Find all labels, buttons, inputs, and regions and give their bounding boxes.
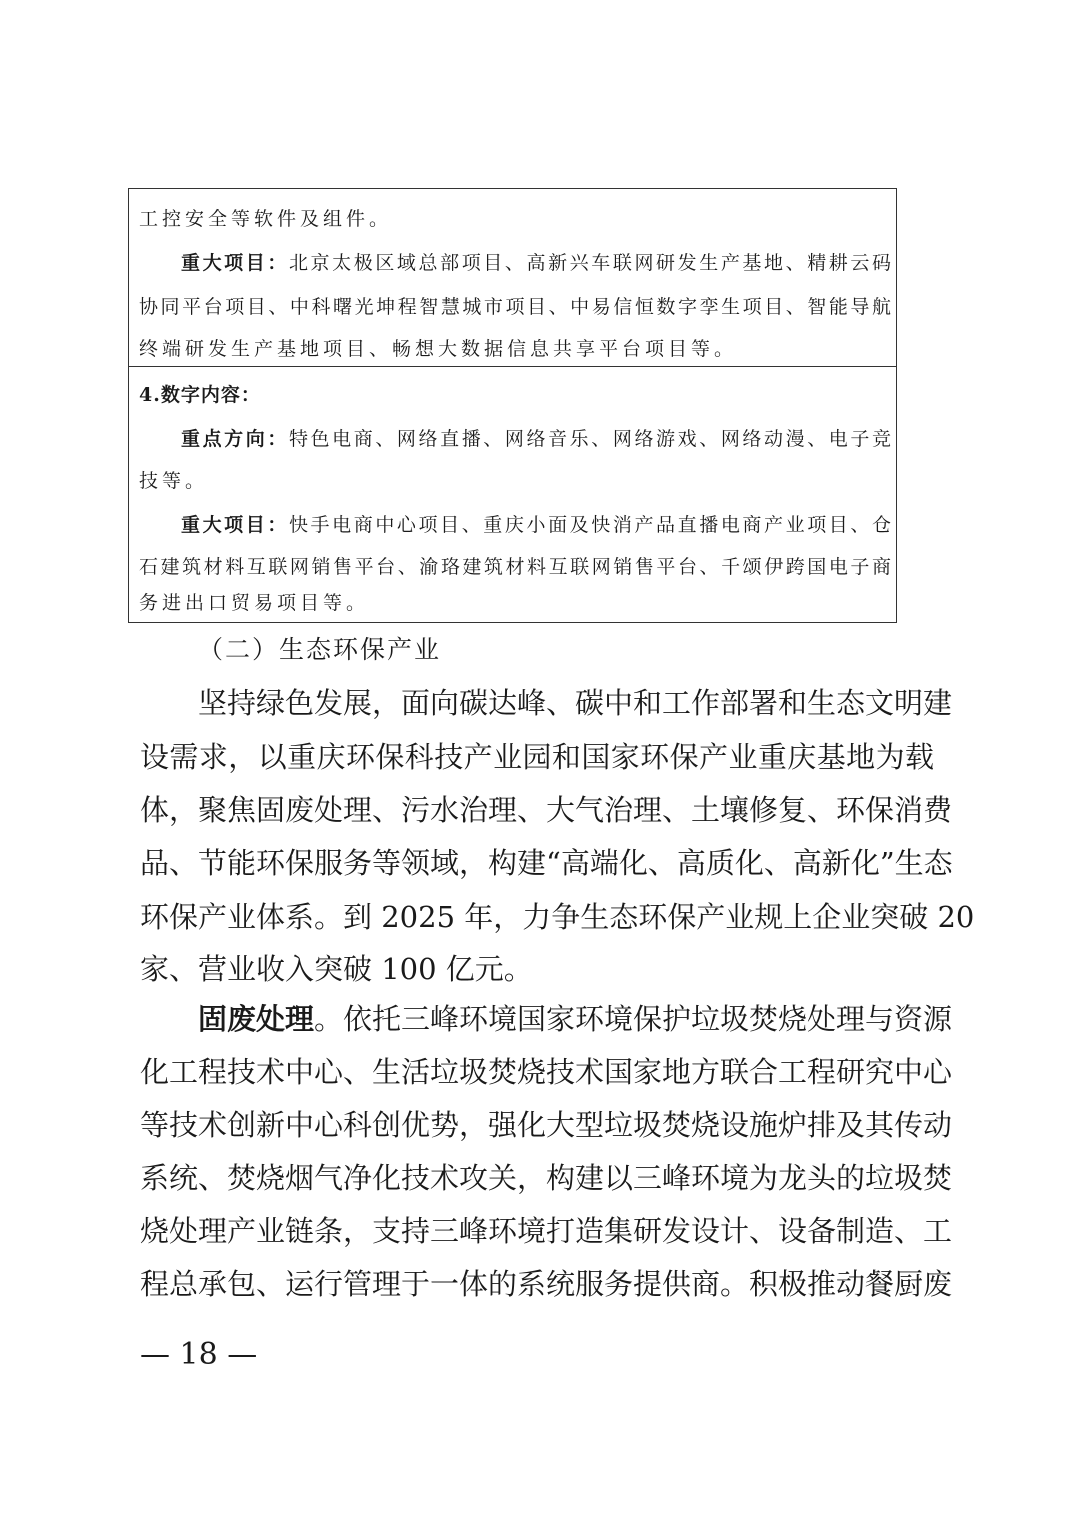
table-line: 终端研发生产基地项目、畅想大数据信息共享平台项目等。 bbox=[139, 338, 738, 360]
paragraph-line: 等技术创新中心科创优势，强化大型垃圾焚烧设施炉排及其传动 bbox=[140, 1108, 953, 1142]
table-text: 北京太极区域总部项目、高新兴车联网研发生产基地、精耕云码 bbox=[288, 252, 891, 274]
bold-label: 固废处理 bbox=[198, 1002, 315, 1036]
table-line: 务进出口贸易项目等。 bbox=[139, 592, 370, 614]
table-divider bbox=[129, 366, 896, 367]
paragraph-line: 家、营业收入突破 100 亿元。 bbox=[140, 952, 533, 986]
section-title: 4.数字内容： bbox=[139, 384, 261, 406]
table-line bbox=[139, 417, 891, 461]
paragraph-line: 设需求，以重庆环保科技产业园和国家环保产业重庆基地为载 bbox=[140, 740, 934, 774]
paragraph-line: 体，聚焦固废处理、污水治理、大气治理、土壤修复、环保消费 bbox=[140, 793, 953, 827]
paragraph-line: 环保产业体系。到 2025 年，力争生态环保产业规上企业突破 20 bbox=[140, 900, 975, 934]
bold-label: 重大项目： bbox=[181, 252, 289, 274]
table-text: 特色电商、网络直播、网络音乐、网络游戏、网络动漫、电子竞 bbox=[288, 428, 891, 450]
table-line bbox=[139, 241, 891, 285]
section-heading: （二）生态环保产业 bbox=[198, 635, 442, 664]
table-line: 工控安全等软件及组件。 bbox=[139, 208, 393, 230]
paragraph-line: 坚持绿色发展，面向碳达峰、碳中和工作部署和生态文明建 bbox=[198, 686, 953, 720]
bold-label: 重点方向： bbox=[181, 428, 289, 450]
paragraph-line: 程总承包、运行管理于一体的系统服务提供商。积极推动餐厨废 bbox=[140, 1267, 953, 1301]
paragraph-line: 化工程技术中心、生活垃圾焚烧技术国家地方联合工程研究中心 bbox=[140, 1055, 953, 1089]
paragraph-line: 系统、焚烧烟气净化技术攻关，构建以三峰环境为龙头的垃圾焚 bbox=[140, 1161, 953, 1195]
bold-label: 重大项目： bbox=[181, 514, 289, 536]
table-line: 石建筑材料互联网销售平台、渝珞建筑材料互联网销售平台、千颂伊跨国电子商 bbox=[139, 556, 891, 578]
paragraph-line: 烧处理产业链条，支持三峰环境打造集研发设计、设备制造、工 bbox=[140, 1214, 953, 1248]
table-line bbox=[139, 503, 891, 547]
project-table bbox=[128, 188, 897, 623]
table-line: 协同平台项目、中科曙光坤程智慧城市项目、中易信恒数字孪生项目、智能导航 bbox=[139, 296, 891, 318]
page-number: — 18 — bbox=[140, 1337, 258, 1372]
paragraph-line bbox=[198, 996, 953, 1042]
paragraph-line: 品、节能环保服务等领域，构建“高端化、高质化、高新化”生态 bbox=[140, 846, 953, 880]
paragraph-text: 。依托三峰环境国家环境保护垃圾焚烧处理与资源 bbox=[314, 1002, 953, 1036]
table-text: 快手电商中心项目、重庆小面及快消产品直播电商产业项目、仓 bbox=[288, 514, 891, 536]
table-line: 技等。 bbox=[139, 470, 209, 492]
